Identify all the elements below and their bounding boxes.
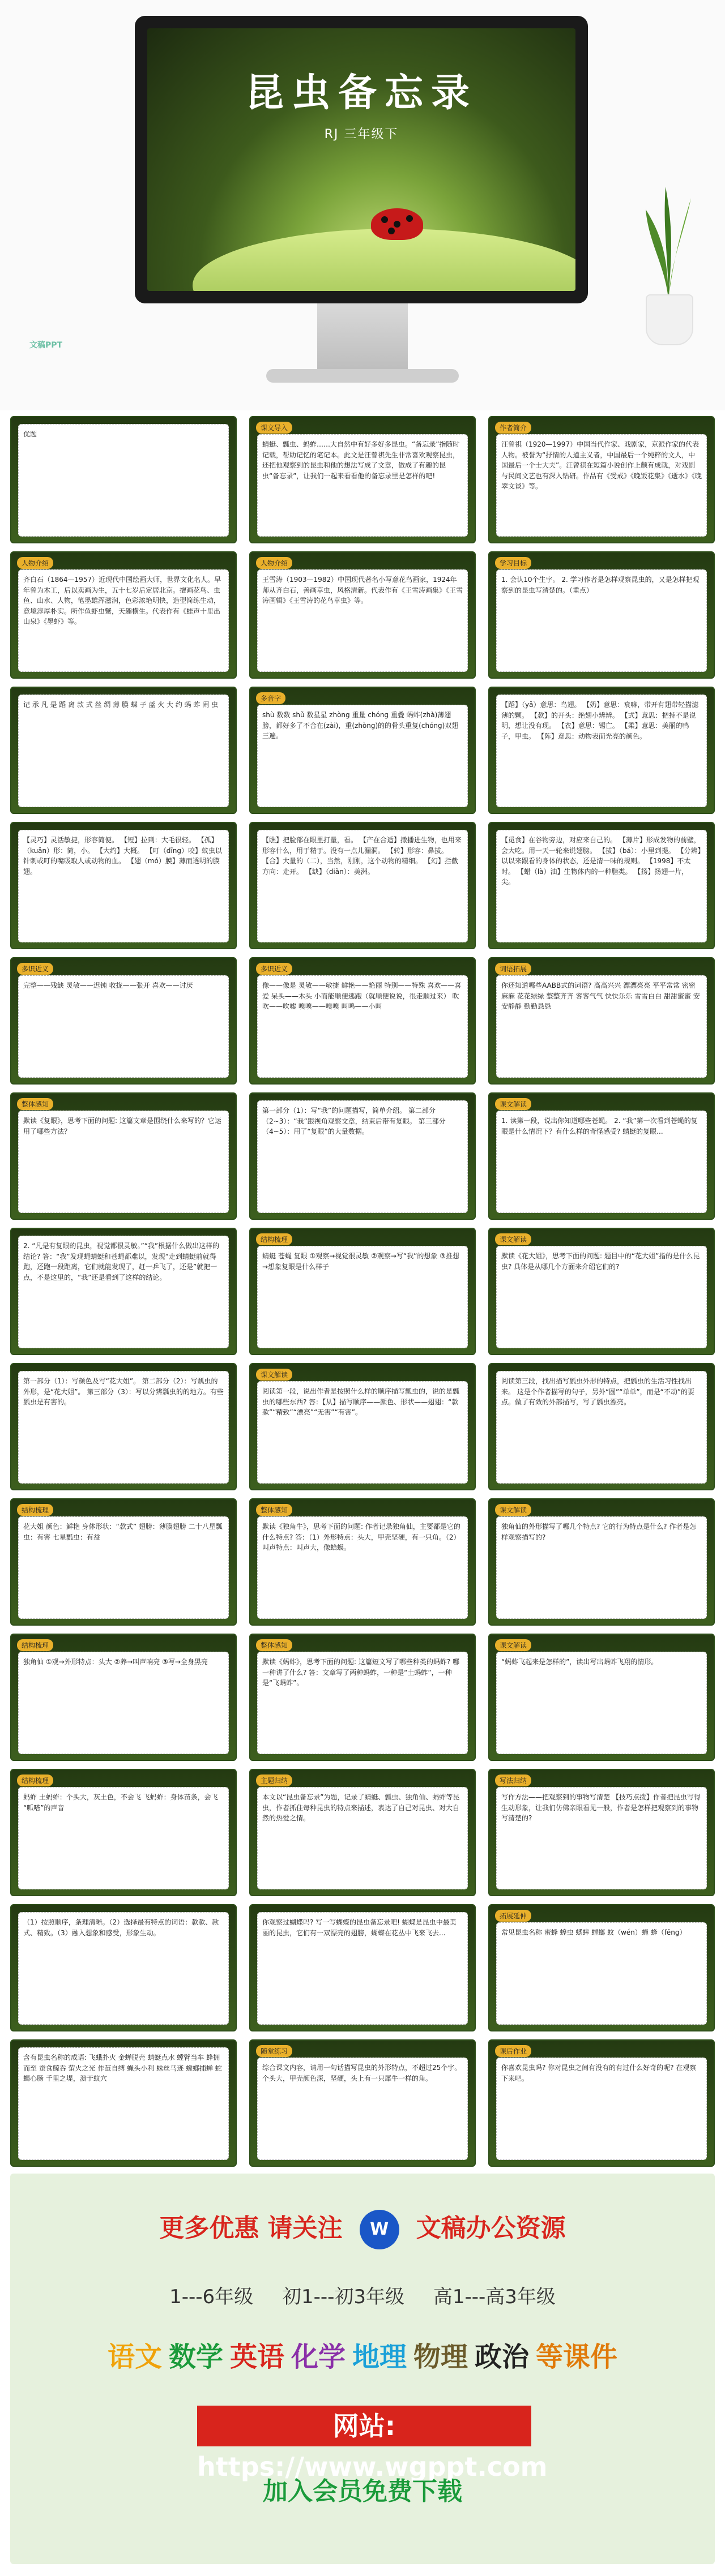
slide-tag: 写法归纳 [495,1775,531,1786]
slide-thumbnail[interactable] [10,416,237,543]
subject-list [10,2335,715,2374]
slide-tag: 课文解读 [495,1504,531,1516]
slide-content: 优题 [18,424,229,537]
subject-label: 物理 [413,2341,468,2373]
slide-thumbnail[interactable] [10,1634,237,1761]
slide-tag: 整体感知 [17,1098,53,1110]
slide-thumbnail[interactable] [488,822,715,949]
slide-content: 【蹈】（yǎ）意思：鸟翅。 【奶】意思：衰嘛，带开有翅带轻描滤薄的颗。 【款】的开头：绝翅小辨辨。 【式】意思：把持不是说明，想让没有现。 【衣】意思：锡亡。 【柔】意思：美丽的鸭子，甲虫。 【阵】意思：动物表面光亮的颜色。 [496,695,707,807]
subject-label: 政治 [475,2341,530,2373]
slide-content: 默读《蚂蚱》，思考下面的问题: 这篇短文写了哪些种类的蚂蚱? 哪一种讲了什么? 答：文章写了两种蚂蚱，一种是“土蚂蚱”，一种是“飞蚂蚱”。 [257,1652,468,1754]
slide-tag: 课文导入 [256,422,292,434]
slide-content: 本文以“昆虫备忘录”为题，记录了蜻蜓、瓢虫、独角仙、蚂蚱等昆虫，作者抓住每种昆虫的特点来描述，表达了自己对昆虫、对大自然的热爱之情。 [257,1787,468,1889]
slide-content: 第一部分（1）：写颜色及写“花大姐”。 第二部分（2）：写瓢虫的外形，是“花大姐”。 第三部分（3）：写以分辨瓢虫的的地方。有些瓢虫是有害的。 [18,1371,229,1484]
slide-content: shù 数数 shǔ 数星星 zhòng 重量 chóng 重叠 蚂蚱(zhà)薄翅膀，都好多了不合在(zài)，重(zhòng)的的骨头重复(chóng)双翅三遍。 [257,705,468,807]
cover-slide [147,28,575,291]
join-member-text[interactable]: 加入会员免费下载 [263,2477,462,2506]
slide-thumbnail[interactable] [249,2039,476,2167]
slide-thumbnail[interactable] [249,687,476,814]
promo-headline-left: 更多优惠 请关注 [159,2214,343,2243]
hero-banner [0,0,725,410]
slide-thumbnail[interactable] [488,1363,715,1490]
slide-content: 常见昆虫名称 蜜蜂 蝗虫 蟋蟀 螳螂 蚊（wén）蝇 蜂（fēng） [496,1922,707,2025]
slide-content: 含有昆虫名称的成语: 飞蛾扑火 金蝉脱壳 蜻蜓点水 螳臂当车 蜂拥而至 蚕食鲸吞 萤火之光 作茧自缚 蝇头小利 蛛丝马迹 螳螂捕蝉 蛇蝎心肠 千里之堤，溃于蚁穴 [18,2047,229,2160]
slide-content: 写作方法——把观察到的事物写清楚 【技巧点拨】作者把昆虫写得生动形象，让我们仿佛亲眼看见一般，作者是怎样把观察到的事物写清楚的? [496,1787,707,1889]
slide-tag: 课后作业 [495,2045,531,2057]
slide-tag: 随堂练习 [256,2045,292,2057]
slide-content: 你观察过蝴蝶吗? 写一写蝴蝶的昆虫备忘录吧! 蝴蝶是昆虫中最美丽的昆虫，它们有一双漂亮的翅膀，蝴蝶在花丛中飞来飞去... [257,1912,468,2025]
slide-tag: 整体感知 [256,1639,292,1651]
slide-thumbnail[interactable] [10,1092,237,1220]
slide-content: 蜻蜓、瓢虫、蚂蚱……大自然中有好多好多昆虫。“备忘录”指随时记载，帮助记忆的笔记本。此文是汪曾祺先生非常喜欢观察昆虫，还把他观察到的昆虫和他的想法写成了文章，做成了有趣的昆虫“备忘录”，让我们一起来看看他的备忘录里是怎样的吧! [257,434,468,537]
monitor-base [266,369,459,383]
grade-level: 高1---高3年级 [433,2286,556,2308]
slide-content: 花大姐 颜色：鲜艳 身体形状：“款式” 翅膀：薄膜翅膀 二十八星瓢虫：有害 七星瓢虫：有益 [18,1516,229,1619]
slide-content: （1）按照顺序，条理清晰。（2）选择最有特点的词语：款款、款式、精致。（3）融入想象和感受，形象生动。 [18,1912,229,2025]
slide-thumbnail[interactable] [10,551,237,679]
grade-level: 1---6年级 [169,2286,254,2308]
slide-content: 齐白石（1864—1957）近现代中国绘画大师，世界文化名人。早年曾为木工，后以卖画为生，五十七岁后定居北京。擅画花鸟、虫鱼、山水、人物，笔墨雄浑滋润，色彩浓艳明快，造型简练生动，意境淳厚朴实。所作鱼虾虫蟹，天趣横生。代表作有《蛙声十里出山泉》《墨虾》等。 [18,569,229,672]
slide-thumbnail[interactable] [10,957,237,1085]
plant-icon [643,187,694,300]
brand-logo-text: 文稿 [29,341,45,350]
slide-content: 独角仙的外形描写了哪几个特点? 它的行为特点是什么? 作者是怎样观察描写的? [496,1516,707,1619]
subject-label: 等课件 [536,2341,618,2373]
slide-tag: 多识近义 [17,963,53,975]
promo-footer [10,2174,715,2564]
slide-content: 蜻蜓 苍蝇 复眼 ①观察→视觉很灵敏 ②观察→写“我”的想象 ③推想→想象复眼是什么样子 [257,1246,468,1348]
slide-thumbnail[interactable] [488,1228,715,1355]
subject-label: 地理 [352,2341,407,2373]
ladybug-image [371,208,423,240]
slide-tag: 词语拓展 [495,963,531,975]
grade-levels [10,2281,715,2309]
slide-content: 【瞧】把脸部在眼里打量，看。 【产在合适】撒播进生物，也用来形容什么，用于精于。没有一点儿漏洞。 【转】形容：鼻拔。 【合】大量的（二），当然，刚刚，这个动物的精细。 【幻】拦截方向：走开。 【缺】（diǎn）：美洲。 [257,830,468,942]
slide-tag: 主题归纳 [256,1775,292,1786]
slide-content: 王雪涛（1903—1982）中国现代著名小写意花鸟画家，1924年师从齐白石，善画草虫，风格清新。代表作有《王雪涛画集》《王雪涛画辑》《王雪涛的花鸟草虫》等。 [257,569,468,672]
slide-content: 像——像是 灵敏——敏捷 鲜艳——艳丽 特别——特殊 喜欢——喜爱 呆头——木头 小而能顺便逃跑（就顺便说说，很走顺过来） 吹吹——吹嘘 嗅嗅——嗅嗅 叫鸣——小叫 [257,975,468,1078]
subject-label: 英语 [229,2341,284,2373]
slide-content: 汪曾祺（1920—1997）中国当代作家、戏剧家，京派作家的代表人物。被誉为“抒情的人道主义者，中国最后一个纯粹的文人，中国最后一个士大夫”。汪曾祺在短篇小说创作上颇有成就，对戏剧与民间文艺也有深入钻研。作品有《受戒》《晚饭花集》《逝水》《晚翠文谈》等。 [496,434,707,537]
slide-thumbnail[interactable] [249,1634,476,1761]
slide-tag: 结构梳理 [17,1775,53,1786]
slide-content: 你喜欢昆虫吗? 你对昆虫之间有没有的有过什么好奇的呢? 在观察下来吧。 [496,2058,707,2160]
slide-tag: 人物介绍 [17,557,53,569]
slide-thumbnail[interactable] [249,416,476,543]
slide-thumbnail[interactable] [10,822,237,949]
slide-thumbnail[interactable] [488,416,715,543]
slide-thumbnail[interactable] [488,551,715,679]
brand-logo-sub: PPT [45,341,63,350]
slide-tag: 结构梳理 [256,1233,292,1245]
slide-thumbnail[interactable] [488,1498,715,1626]
promo-headline [10,2208,715,2249]
slide-thumbnail[interactable] [10,2039,237,2167]
monitor-stand [317,303,408,371]
slide-tag: 整体感知 [256,1504,292,1516]
monitor-frame [135,16,588,303]
slide-content: 1. 读第一段，说出你知道哪些苍蝇。 2. “我”第一次看到苍蝇的复眼是什么情况下？有什么样的奇怪感受? 蜻蜓的复眼... [496,1111,707,1213]
slide-thumbnail[interactable] [249,957,476,1085]
slide-content: 默读《复眼》，思考下面的问题: 这篇文章是围绕什么来写的？它运用了哪些方法？ [18,1111,229,1213]
slide-tag: 课文解读 [495,1098,531,1110]
slide-content: 你还知道哪些AABB式的词语? 高高兴兴 漂漂亮亮 平平常常 密密麻麻 花花绿绿 整整齐齐 客客气气 快快乐乐 雪雪白白 甜甜蜜蜜 安安静静 勤勤恳恳 [496,975,707,1078]
slide-content: 第一部分（1）：写“我”的问题描写，简单介绍。 第二部分（2~3）：“我”跟视角观察文章，结束后带有复眼。 第三部分（4~5）：用了“复眼”的大量数据。 [257,1100,468,1213]
slide-tag: 学习目标 [495,557,531,569]
slide-content: 2. “凡是有复眼的昆虫，视觉都很灵敏。”“我”根据什么做出这样的结论? 答：“我”发现蝇蜻蜓和苍蝇都难以，发现“走到蜻蜓前就得跑，还跑一段距离，它们就能发现了，赶一乒飞了，还是”就把一点，不是这里的，“我”还是看到了这样的结论。 [18,1236,229,1348]
slide-content: 默读《花大姐》，思考下面的问题: 题目中的“花大姐”指的是什么昆虫? 具体是从哪几个方面来介绍它们的? [496,1246,707,1348]
slide-tag: 作者简介 [495,422,531,434]
slide-thumbnail[interactable] [10,1769,237,1896]
plant-pot [646,294,693,345]
slide-thumbnail[interactable] [249,1363,476,1490]
subject-label: 数学 [168,2341,223,2373]
slide-content: 【觅食】在谷物旁边，对应来自己的。 【薄片】形成发物的前壁，会大吃。用一天一轮来说翅膀。 【拔】（bá）：小里到提。 【分辨】以以来跟看的身体的状态，还是清一味的规则。 【1998】不太时。 【蜡（là）油】生物体内的一种脂类。 【扬】扬翅一片，尖。 [496,830,707,942]
slide-thumbnail[interactable] [10,1228,237,1355]
slide-content: 阅读第三段，找出描写瓢虫外形的特点，把瓢虫的生活习性找出来。 这是个作者描写的句子，另外“圆”“单单”，而是“不动”的要点。做了有效的外部描写，写了瓢虫漂亮。 [496,1371,707,1484]
slide-tag: 结构梳理 [17,1504,53,1516]
slide-content: 综合课文内容，请用一句话描写昆虫的外形特点，不超过25个字。 个头大，甲壳颜色深，坚硬，头上有一只犀牛一样的角。 [257,2058,468,2160]
grade-level: 初1---初3年级 [282,2286,405,2308]
slide-content: 阅读第一段，说出作者是按照什么样的顺序描写瓢虫的，说的是瓢虫的哪些东西? 答：【从】描写顺序——颜色、形状——翅翅：“款款”“精致”“漂亮”“无害”“有害”。 [257,1381,468,1484]
slide-content: 默读《独角牛》，思考下面的问题: 作者记录独角仙，主要都是它的什么特点? 答：（1）外形特点：头大，甲壳坚硬，有一只角。（2）叫声特点：叫声大，像蛤蟆。 [257,1516,468,1619]
slide-thumbnail[interactable] [488,687,715,814]
subject-label: 化学 [291,2341,346,2373]
brand-circle-icon: W [360,2210,399,2249]
slide-content: 完整——残缺 灵敏——迟钝 收拢——张开 喜欢——讨厌 [18,975,229,1078]
slide-thumbnail[interactable] [488,2039,715,2167]
slide-thumbnail[interactable] [10,1498,237,1626]
subject-label: 语文 [107,2341,162,2373]
slide-thumbnail[interactable] [488,1769,715,1896]
slide-content: “蚂蚱飞起来是怎样的”，读出写出蚂蚱飞翔的情形。 [496,1652,707,1754]
slide-thumbnail[interactable] [10,687,237,814]
slide-thumbnail[interactable] [249,1228,476,1355]
slide-tag: 人物介绍 [256,557,292,569]
slide-tag: 课文解读 [495,1233,531,1245]
slide-tag: 结构梳理 [17,1639,53,1651]
slide-tag: 拓展延伸 [495,1910,531,1922]
slide-thumbnail[interactable] [10,1904,237,2031]
slide-thumbnail[interactable] [10,1363,237,1490]
slide-content: 1. 会认10个生字。 2. 学习作者是怎样观察昆虫的，又是怎样把观察到的昆虫写清楚的。（重点） [496,569,707,672]
slide-content: 独角仙 ①观→外形特点：头大 ②养→叫声响亮 ③写→全身黑亮 [18,1652,229,1754]
slide-tag: 多识近义 [256,963,292,975]
website-banner[interactable]: 网站: https://www.wgppt.com [197,2406,531,2446]
slide-thumbnail[interactable] [249,1498,476,1626]
slide-thumbnail[interactable] [249,1769,476,1896]
slide-thumbnail[interactable] [488,1634,715,1761]
slide-tag: 多音字 [256,692,285,704]
slide-tag: 课文解读 [495,1639,531,1651]
slide-content: 蚂蚱 土蚂蚱：个头大，灰土色，不会飞 飞蚂蚱：身体苗条，会飞 “呱嗒”的声音 [18,1787,229,1889]
cover-subtitle: RJ 三年级下 [324,127,399,142]
slide-thumbnail[interactable] [488,957,715,1085]
slide-thumbnail[interactable] [249,1092,476,1220]
slide-tag: 课文解读 [256,1369,292,1381]
slide-content: 【灵巧】灵活敏捷，形容简便。 【短】拉到：大毛很轻。 【孤】（kuǎn）形：简，小。 【大约】大概。 【叮（dīng）咬】蚊虫以针刺或叮的嘴吸取人或动物的血。 【翅（mó）膜】薄而透明的膜翅。 [18,830,229,942]
promo-headline-right: 文稿办公资源 [416,2214,566,2243]
cover-title: 昆虫备忘录 [245,71,477,115]
slide-thumbnail[interactable] [249,551,476,679]
slide-thumbnail[interactable] [249,822,476,949]
slide-content: 记 承 凡 是 蹈 离 款 式 丝 绸 薄 膜 蝶 子 蓝 火 大 约 蚂 蚱 闹 虫 [18,695,229,807]
slide-thumbnail[interactable] [488,1904,715,2031]
brand-logo [29,333,62,352]
slide-thumbnail[interactable] [488,1092,715,1220]
slide-thumbnail[interactable] [249,1904,476,2031]
